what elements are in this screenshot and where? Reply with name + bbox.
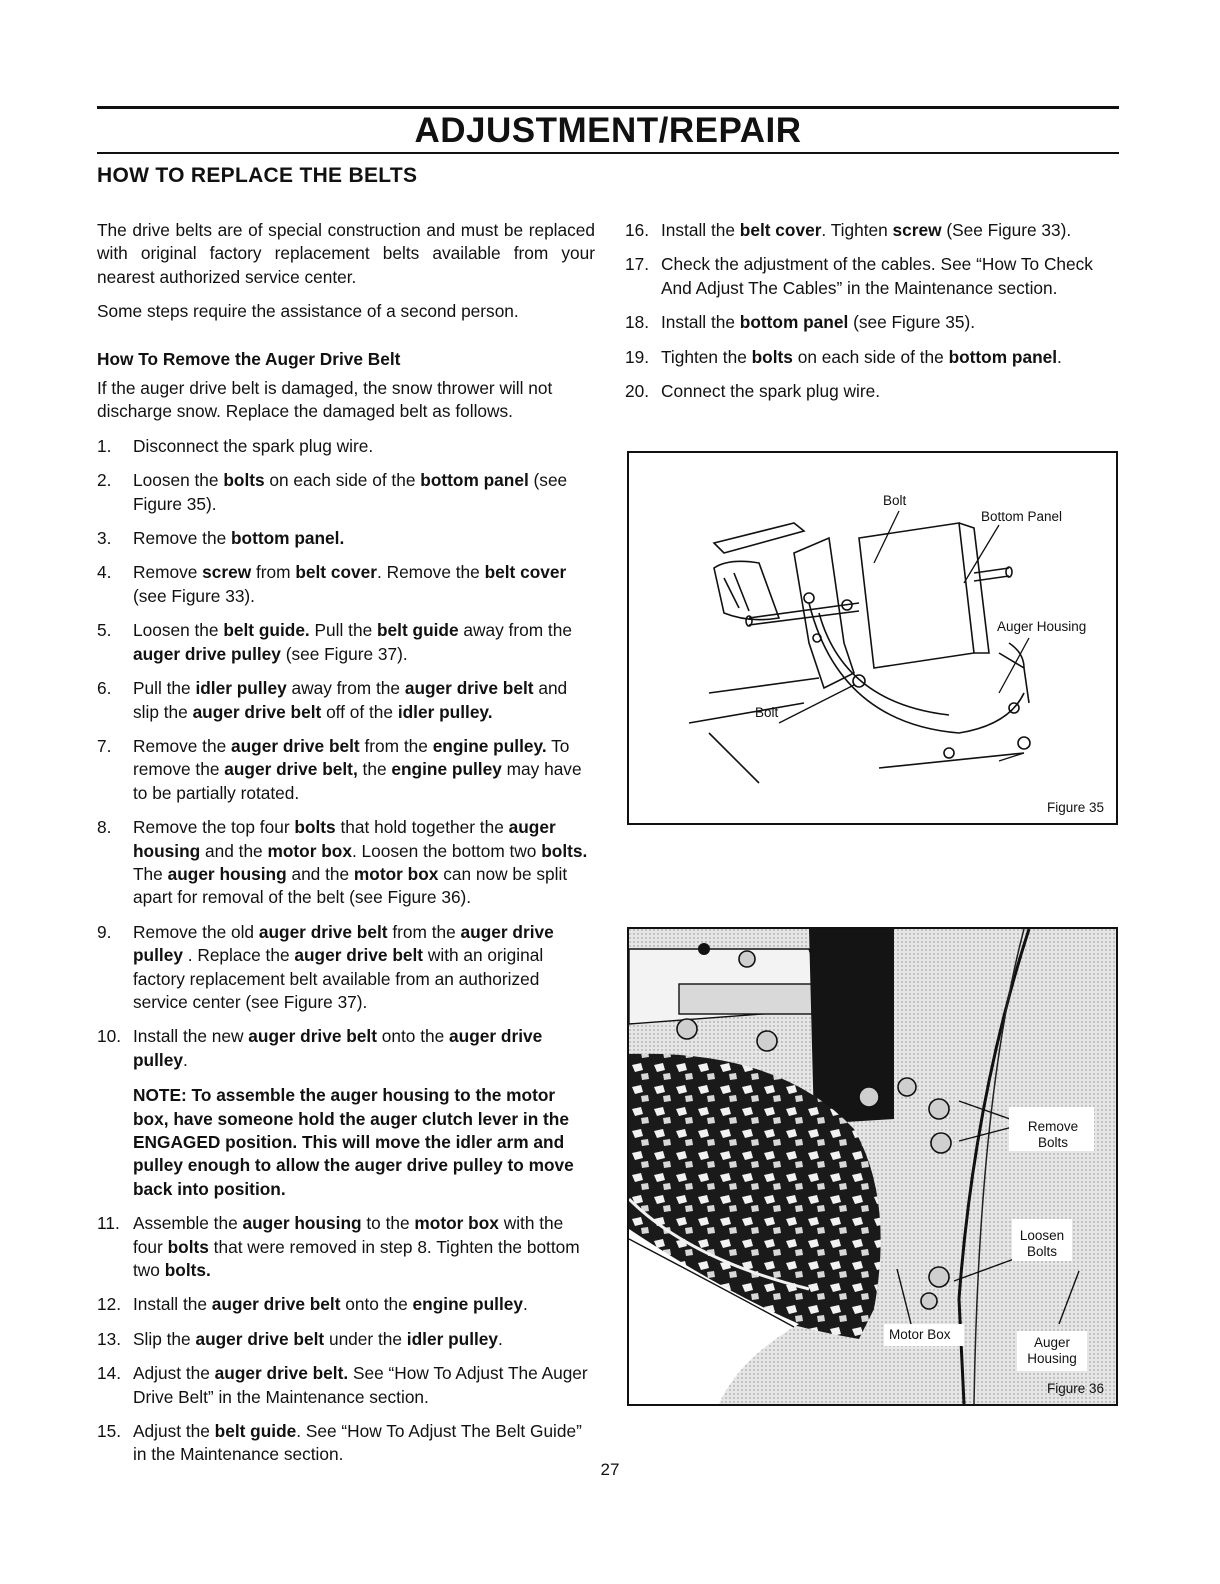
page-number: 27 bbox=[600, 1460, 620, 1479]
step-item bbox=[97, 1212, 595, 1282]
step-number: 17. bbox=[625, 254, 650, 275]
step-text: Remove the bottom panel. bbox=[133, 528, 345, 549]
header-top-rule bbox=[97, 106, 1119, 109]
step-text: Assemble the auger housing to the motor box with the four bolts that were removed in step 8. Tighten the bottom two bolts. bbox=[133, 1213, 580, 1281]
figure-35-caption: Figure 35 bbox=[1046, 800, 1104, 815]
step-number: 7. bbox=[97, 735, 112, 756]
figure-36-label-loosen: Loosen bbox=[1019, 1228, 1065, 1243]
step-number: 9. bbox=[97, 921, 112, 942]
step-number: 15. bbox=[97, 1421, 122, 1442]
step-number: 2. bbox=[97, 470, 112, 491]
header-bottom-rule bbox=[97, 152, 1119, 154]
step-text: Remove the auger drive belt from the engine pulley. To remove the auger drive belt, the engine pulley may have to be partially rotated. bbox=[133, 735, 582, 803]
subsection-title: How To Remove the Auger Drive Belt bbox=[97, 348, 401, 369]
step-item bbox=[97, 921, 595, 1015]
step-number: 5. bbox=[97, 620, 112, 641]
step-item bbox=[97, 527, 595, 550]
step-number: 14. bbox=[97, 1363, 122, 1384]
step-item bbox=[97, 469, 595, 516]
figure-35 bbox=[627, 451, 1118, 825]
intro-paragraph: The drive belts are of special construction and must be replaced with original factory replacement belts available from your nearest authorized service center. bbox=[97, 220, 595, 287]
step-text: Loosen the belt guide. Pull the belt guide away from the auger drive pulley (see Figure 37). bbox=[133, 620, 572, 664]
figure-36-label-housing: Housing bbox=[1027, 1351, 1077, 1366]
step-text: Install the new auger drive belt onto the auger drive pulley. bbox=[133, 1026, 543, 1070]
step-text: Check the adjustment of the cables. See “How To Check And Adjust The Cables” in the Maintenance section. bbox=[661, 254, 1093, 298]
step-item bbox=[97, 1293, 595, 1316]
figure-36-label-remove-bolts: Bolts bbox=[1037, 1135, 1068, 1150]
step-number: 19. bbox=[625, 346, 650, 367]
figure-36-caption: Figure 36 bbox=[1046, 1381, 1104, 1396]
figure-35-label-auger-housing: Auger Housing bbox=[997, 619, 1087, 634]
step-item bbox=[625, 253, 1121, 300]
step-item bbox=[97, 561, 595, 608]
page-title: ADJUSTMENT/REPAIR bbox=[414, 111, 802, 150]
step-item bbox=[97, 1420, 595, 1467]
section-title: HOW TO REPLACE THE BELTS bbox=[97, 164, 418, 187]
step-text: Connect the spark plug wire. bbox=[661, 381, 881, 402]
step-text: Loosen the bolts on each side of the bottom panel (see Figure 35). bbox=[133, 470, 568, 514]
step-number: 13. bbox=[97, 1328, 122, 1349]
step-number: 6. bbox=[97, 678, 112, 699]
step-text: Tighten the bolts on each side of the bottom panel. bbox=[661, 346, 1062, 367]
step-text: Remove the top four bolts that hold together the auger housing and the motor box. Loosen the bottom two bolts. The auger housing and the motor box can now be split apart for removal of the belt (see Figure 36). bbox=[133, 817, 588, 908]
step-text: Adjust the auger drive belt. See “How To Adjust The Auger Drive Belt” in the Maintenance section. bbox=[133, 1363, 588, 1407]
step-text: Disconnect the spark plug wire. bbox=[133, 435, 374, 456]
figure-35-label-bottom-panel: Bottom Panel bbox=[981, 509, 1063, 524]
step-item bbox=[97, 1362, 595, 1409]
figure-36-label-motor-box: Motor Box bbox=[889, 1327, 951, 1342]
figure-35-label-bolt-bottom: Bolt bbox=[755, 705, 779, 720]
subsection-intro: If the auger drive belt is damaged, the snow thrower will not discharge snow. Replace the damaged belt as follows. bbox=[97, 378, 553, 422]
step-number: 12. bbox=[97, 1294, 122, 1315]
step-text: Pull the idler pulley away from the auger drive belt and slip the auger drive belt off of the idler pulley. bbox=[133, 678, 568, 722]
step-item bbox=[97, 735, 595, 805]
step-item bbox=[97, 435, 595, 458]
step-number: 10. bbox=[97, 1026, 122, 1047]
step-text: Slip the auger drive belt under the idler pulley. bbox=[133, 1328, 503, 1349]
steps-list-right bbox=[625, 219, 1121, 403]
assistance-paragraph: Some steps require the assistance of a second person. bbox=[97, 301, 519, 322]
right-column bbox=[625, 219, 1121, 414]
step-item bbox=[97, 677, 595, 724]
step-text: Install the belt cover. Tighten screw (See Figure 33). bbox=[661, 220, 1072, 240]
step-item bbox=[97, 816, 595, 910]
step-number: 4. bbox=[97, 562, 112, 583]
figure-36-label-auger: Auger bbox=[1033, 1335, 1071, 1350]
step-number: 11. bbox=[97, 1213, 120, 1234]
step-number: 18. bbox=[625, 312, 650, 333]
figure-36-label-remove: Remove bbox=[1027, 1119, 1079, 1134]
step-item bbox=[625, 311, 1121, 334]
step-number: 8. bbox=[97, 817, 112, 838]
step-number: 1. bbox=[97, 435, 112, 456]
step-item bbox=[97, 619, 595, 666]
step-text: Adjust the belt guide. See “How To Adjust The Belt Guide” in the Maintenance section. bbox=[133, 1421, 582, 1465]
step-text: Remove screw from belt cover. Remove the belt cover (see Figure 33). bbox=[133, 562, 567, 606]
steps-list-left bbox=[97, 435, 595, 1467]
step-item bbox=[97, 1328, 595, 1351]
step-item bbox=[625, 380, 1121, 403]
step-item bbox=[625, 219, 1121, 242]
step-number: 3. bbox=[97, 528, 112, 549]
step-note: NOTE: To assemble the auger housing to the motor box, have someone hold the auger clutch lever in the ENGAGED position. This will move the idler arm and pulley enough to allow the auger drive pulley to move back into position. bbox=[133, 1085, 574, 1199]
step-item bbox=[625, 346, 1121, 369]
figure-36-drawing bbox=[629, 929, 1116, 1404]
step-item bbox=[97, 1025, 595, 1201]
step-text: Remove the old auger drive belt from the auger drive pulley . Replace the auger drive belt with an original factory replacement belt available from an authorized service center (see Figure 37). bbox=[133, 921, 554, 1012]
step-text: Install the auger drive belt onto the engine pulley. bbox=[133, 1294, 528, 1315]
figure-36-label-loosen-bolts: Bolts bbox=[1026, 1244, 1057, 1259]
figure-36 bbox=[627, 927, 1118, 1406]
figure-35-label-bolt-top: Bolt bbox=[883, 493, 907, 508]
step-number: 16. bbox=[625, 220, 650, 240]
step-number: 20. bbox=[625, 381, 650, 402]
step-text: Install the bottom panel (see Figure 35). bbox=[661, 312, 976, 333]
left-column bbox=[97, 219, 595, 1478]
